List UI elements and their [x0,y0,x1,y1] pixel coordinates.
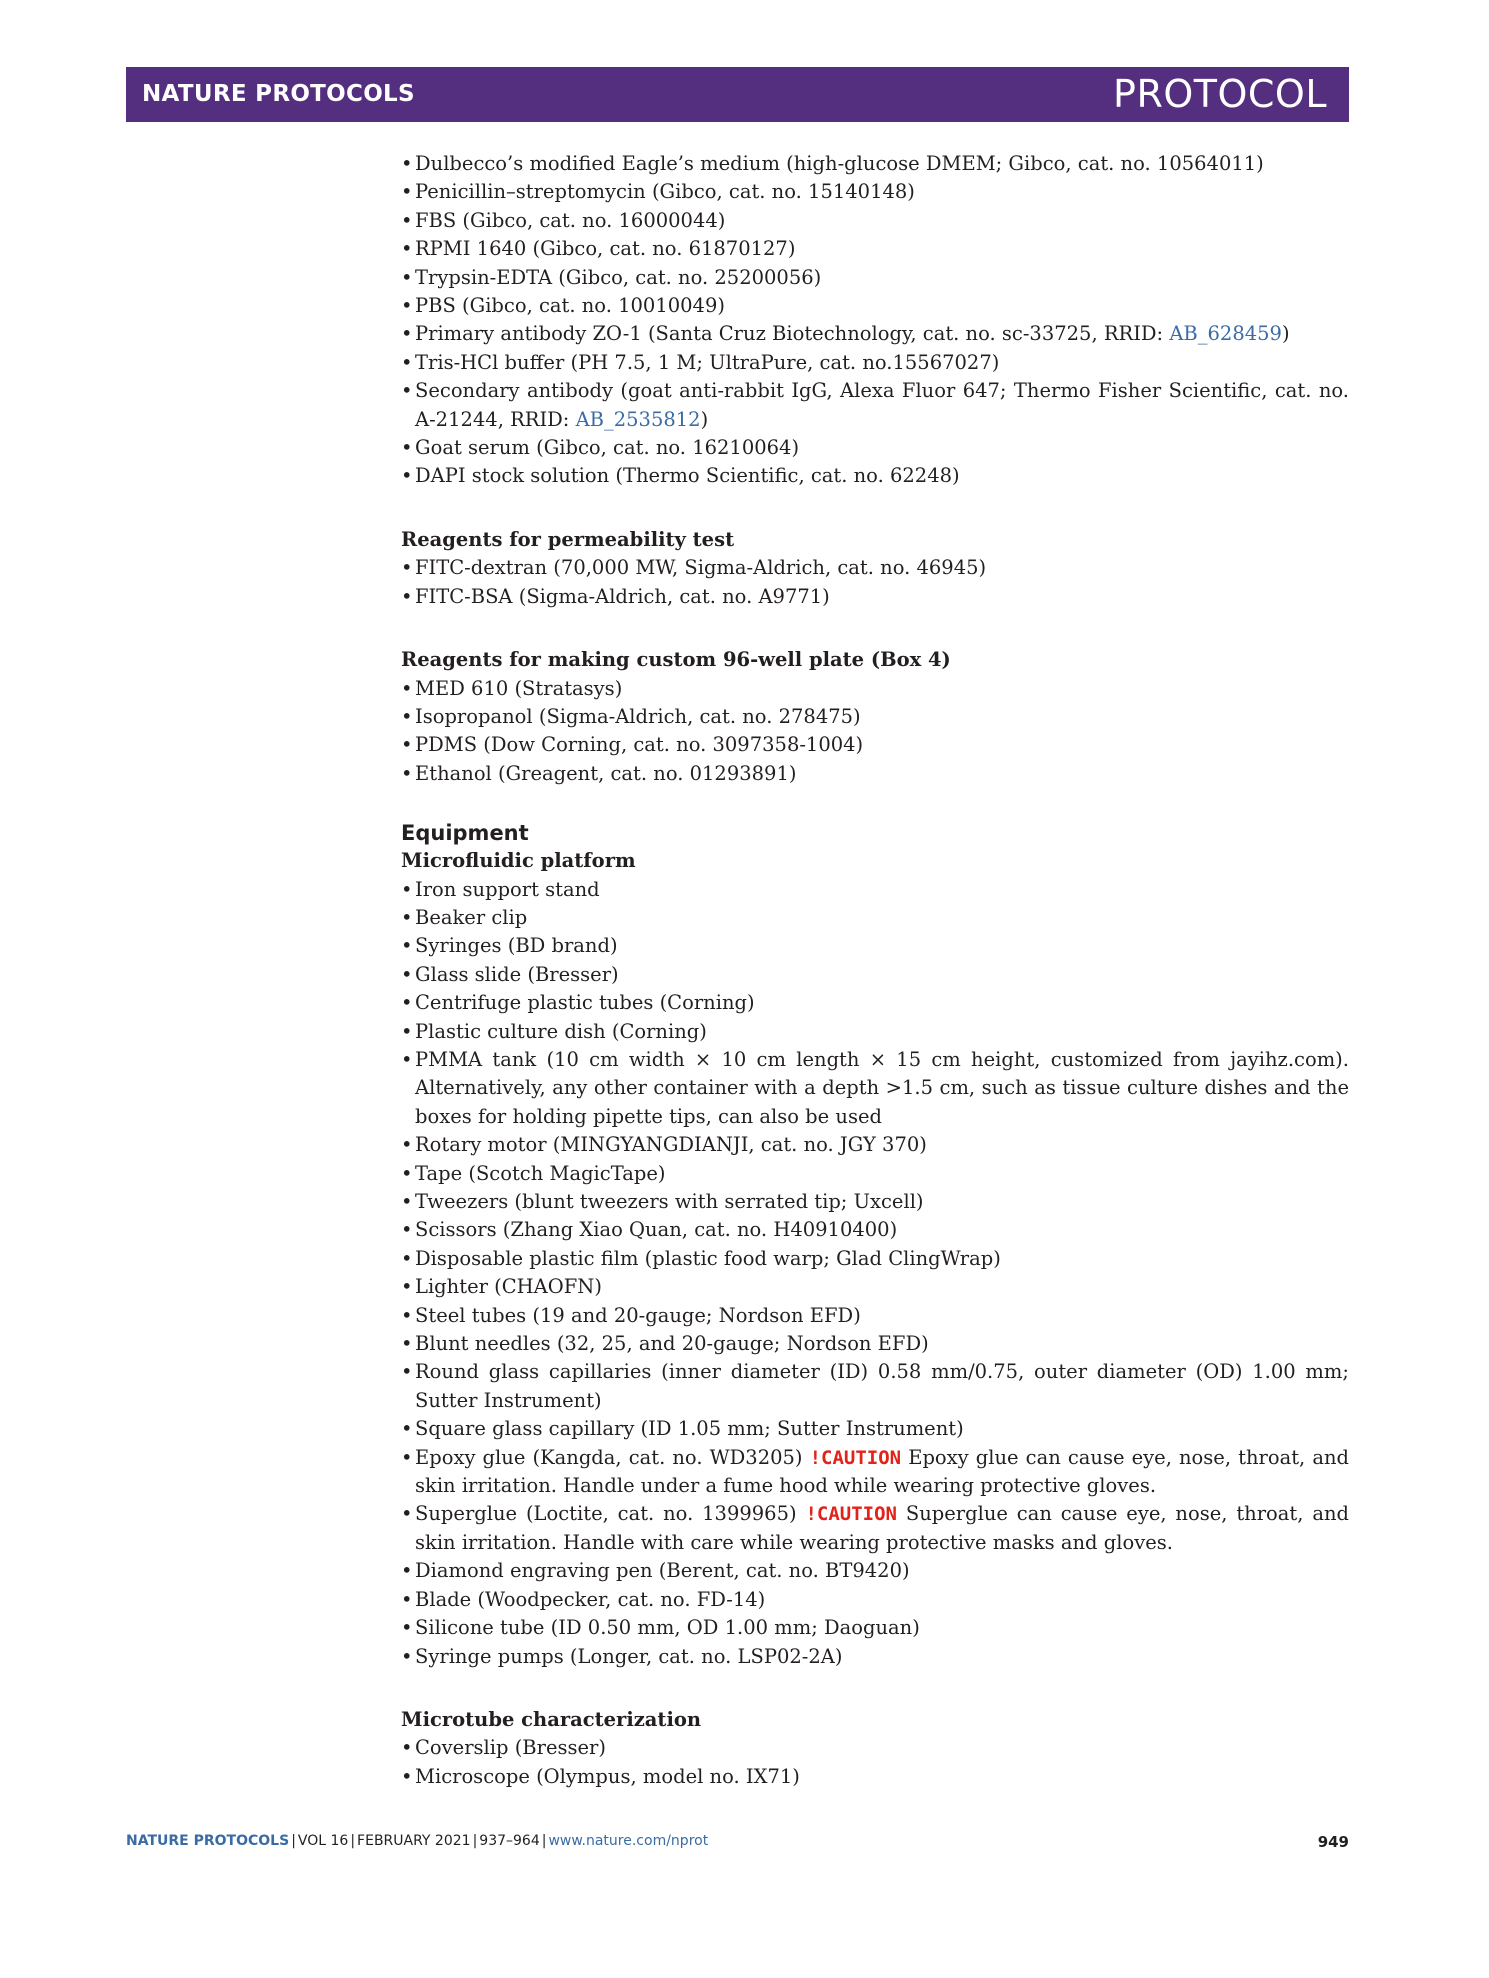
rrid-link[interactable]: AB_628459 [1169,322,1282,346]
microfluidic-heading: Microfluidic platform [401,849,636,873]
list-item: • Rotary motor (MINGYANGDIANJI, cat. no. JGY 370) [401,1131,1349,1159]
list-item: • PDMS (Dow Corning, cat. no. 3097358-1004) [401,731,1349,759]
spacer [401,491,1349,526]
list-item: • Dulbecco’s modified Eagle’s medium (high-glucose DMEM; Gibco, cat. no. 10564011) [401,150,1349,178]
list-item: • Syringe pumps (Longer, cat. no. LSP02-2A) [401,1643,1349,1671]
list-item: • Isopropanol (Sigma-Aldrich, cat. no. 278475) [401,703,1349,731]
item-text: Epoxy glue (Kangda, cat. no. WD3205) [415,1445,810,1469]
microtube-section [401,1706,1349,1791]
list-item: • Square glass capillary (ID 1.05 mm; Sutter Instrument) [401,1415,1349,1443]
list-item: • Coverslip (Bresser) [401,1734,1349,1762]
list-item: • Tris-HCl buffer (PH 7.5, 1 M; UltraPure, cat. no.15567027) [401,349,1349,377]
list-item: • Silicone tube (ID 0.50 mm, OD 1.00 mm; Daoguan) [401,1614,1349,1642]
caution-label: !CAUTION [805,1503,897,1526]
item-text: Epoxy glue can cause eye, nose, throat, and skin irritation. Handle under a fume hood while wearing protective gloves. [415,1445,1349,1498]
list-item: • Beaker clip [401,904,1349,932]
journal-name: NATURE PROTOCOLS [142,81,415,107]
reagents-list [401,150,1349,491]
spacer [401,1671,1349,1706]
page-number: 949 [1317,1833,1349,1851]
list-item: • PBS (Gibco, cat. no. 10010049) [401,292,1349,320]
footer-separator: | [291,1833,296,1849]
footer-volume: VOL 16 [297,1833,349,1849]
list-item [401,1444,1349,1501]
list-item: • Steel tubes (19 and 20-gauge; Nordson EFD) [401,1302,1349,1330]
item-text: Primary antibody ZO-1 (Santa Cruz Biotechnology, cat. no. sc-33725, RRID: [415,322,1170,346]
list-item: • DAPI stock solution (Thermo Scientific, cat. no. 62248) [401,462,1349,490]
list-item: • Blade (Woodpecker, cat. no. FD-14) [401,1586,1349,1614]
list-item: • MED 610 (Stratasys) [401,675,1349,703]
list-item: • Centrifuge plastic tubes (Corning) [401,989,1349,1017]
permeability-heading: Reagents for permeability test [401,527,735,551]
list-item: • Round glass capillaries (inner diameter (ID) 0.58 mm/0.75, outer diameter (OD) 1.00 mm; Sutter Instrument) [401,1358,1349,1415]
item-text: Secondary antibody (goat anti-rabbit IgG, Alexa Fluor 647; Thermo Fisher Scientific, cat. no. A-21244, RRID: [415,379,1349,431]
list-item: • Blunt needles (32, 25, and 20-gauge; Nordson EFD) [401,1330,1349,1358]
spacer [401,788,1349,819]
footer-separator: | [541,1833,547,1849]
article-type: PROTOCOL [1113,72,1327,116]
header-bar [126,67,1349,122]
footer-url-link[interactable]: www.nature.com/nprot [548,1833,709,1849]
list-item: • Lighter (CHAOFN) [401,1273,1349,1301]
list-item: • Ethanol (Greagent, cat. no. 01293891) [401,760,1349,788]
spacer [401,611,1349,646]
footer-journal: NATURE PROTOCOLS [126,1833,290,1849]
rrid-link[interactable]: AB_2535812 [575,407,701,431]
list-item: • FBS (Gibco, cat. no. 16000044) [401,207,1349,235]
list-item: • Diamond engraving pen (Berent, cat. no. BT9420) [401,1557,1349,1585]
list-item [401,320,1349,348]
main-content [401,150,1349,1791]
equipment-section [401,819,1349,1671]
footer-separator: | [350,1833,356,1849]
item-text: ) [700,407,709,431]
footer-citation [126,1833,708,1849]
list-item: • Goat serum (Gibco, cat. no. 16210064) [401,434,1349,462]
list-item: • Glass slide (Bresser) [401,961,1349,989]
list-item: • Iron support stand [401,876,1349,904]
list-item [401,1500,1349,1557]
list-item: • Syringes (BD brand) [401,932,1349,960]
list-item: • FITC-dextran (70,000 MW, Sigma-Aldrich, cat. no. 46945) [401,554,1349,582]
list-item: • Disposable plastic film (plastic food warp; Glad ClingWrap) [401,1245,1349,1273]
list-item: • RPMI 1640 (Gibco, cat. no. 61870127) [401,235,1349,263]
plate-heading: Reagents for making custom 96-well plate (Box 4) [401,648,951,672]
item-text: Superglue can cause eye, nose, throat, and skin irritation. Handle with care while wearing protective masks and gloves. [415,1502,1349,1554]
caution-label: !CAUTION [809,1446,902,1469]
plate-section [401,646,1349,788]
item-text: Superglue (Loctite, cat. no. 1399965) [415,1502,806,1526]
list-item: • Tape (Scotch MagicTape) [401,1160,1349,1188]
footer-date: FEBRUARY 2021 [357,1833,471,1849]
item-text: ) [1281,322,1290,346]
list-item: • Plastic culture dish (Corning) [401,1018,1349,1046]
microtube-heading: Microtube characterization [401,1707,702,1731]
equipment-heading: Equipment [401,821,529,846]
list-item: • Scissors (Zhang Xiao Quan, cat. no. H40910400) [401,1216,1349,1244]
page-footer [126,1833,1349,1857]
footer-pages: 937–964 [479,1833,540,1849]
list-item: • Penicillin–streptomycin (Gibco, cat. no. 15140148) [401,178,1349,206]
footer-separator: | [472,1833,478,1849]
list-item: • PMMA tank (10 cm width × 10 cm length × 15 cm height, customized from jayihz.com). Alternatively, any other container with a depth >1.5 cm, such as tissue culture dishes and the boxes for holding pipette tips, can also be used [401,1046,1349,1131]
list-item: • Trypsin-EDTA (Gibco, cat. no. 25200056) [401,264,1349,292]
permeability-section [401,526,1349,611]
list-item: • Microscope (Olympus, model no. IX71) [401,1763,1349,1791]
list-item [401,377,1349,434]
list-item: • FITC-BSA (Sigma-Aldrich, cat. no. A9771) [401,583,1349,611]
list-item: • Tweezers (blunt tweezers with serrated tip; Uxcell) [401,1188,1349,1216]
